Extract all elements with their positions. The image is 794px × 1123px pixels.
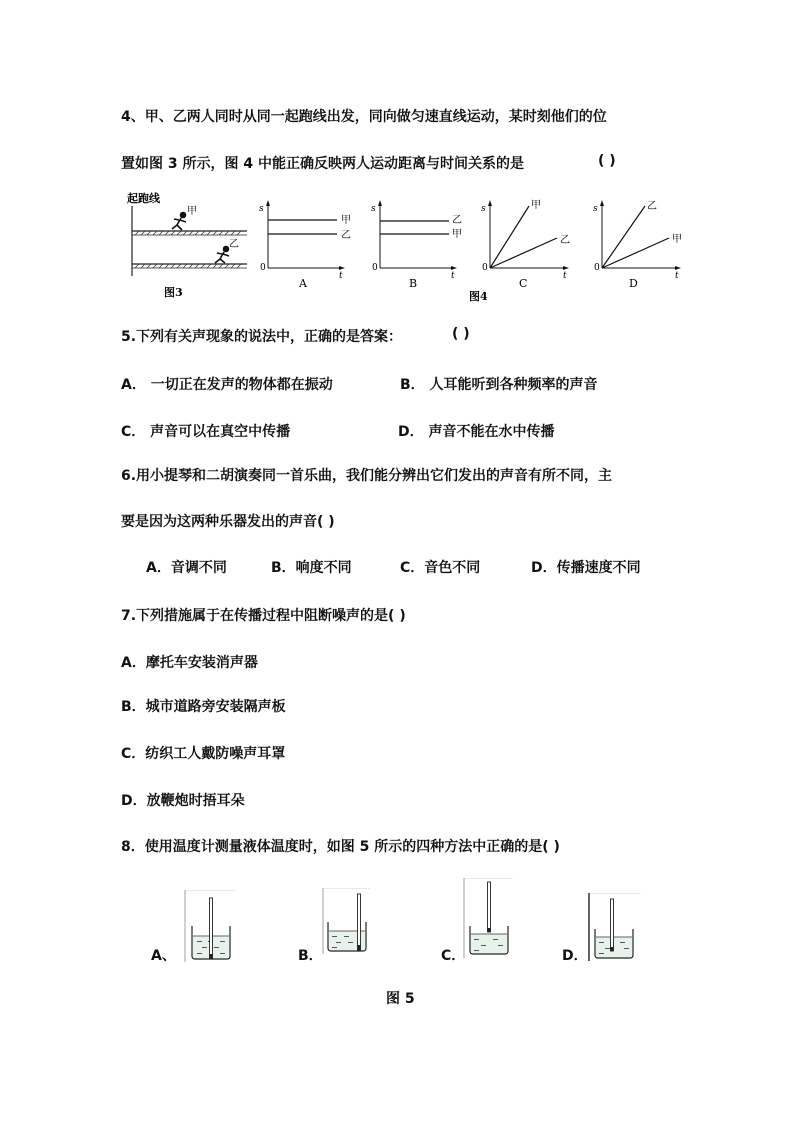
runner-jia-icon (172, 213, 186, 231)
graph-d (593, 200, 682, 290)
beaker-thermometer-d-icon (587, 893, 643, 961)
graph-a-upper-label: 甲 (341, 215, 351, 226)
q6-stem-line1: 6.用小提琴和二胡演奏同一首乐曲，我们能分辨出它们发出的声音有所不同，主 (121, 468, 613, 484)
graph-a-origin: 0 (260, 263, 266, 273)
start-line-label: 起跑线 (127, 192, 160, 205)
beaker-thermometer-c-icon (463, 878, 515, 958)
graph-b-letter: B (409, 277, 418, 290)
q6-stem-line2: 要是因为这两种乐器发出的声音( ) (121, 514, 335, 530)
q5-option-a: A． 一切正在发声的物体都在振动 (121, 377, 333, 393)
graph-b-upper-label: 乙 (452, 215, 462, 226)
graph-a-lower-label: 乙 (341, 230, 351, 241)
beaker-thermometer-a-icon (184, 890, 238, 962)
q4-stem-line1: 4、甲、乙两人同时从同一起跑线出发，同向做匀速直线运动，某时刻他们的位 (121, 109, 607, 125)
graph-a-letter: A (299, 277, 307, 290)
graph-b-axis-t: t (451, 271, 455, 281)
graph-c (481, 199, 570, 290)
figure-4-caption: 图4 (469, 290, 488, 303)
figure-3-4 (119, 186, 699, 304)
figure-5-caption: 图 5 (386, 991, 415, 1007)
graph-b-origin: 0 (372, 263, 378, 273)
q6-option-b: B．响度不同 (271, 560, 352, 576)
q5-option-d: D． 声音不能在水中传播 (398, 424, 555, 440)
figure-3-caption: 图3 (164, 286, 183, 299)
q6-option-a: A．音调不同 (146, 560, 227, 576)
runner-yi-icon (215, 247, 229, 264)
graph-d-lower-label: 甲 (672, 234, 682, 245)
runner-jia-label: 甲 (187, 206, 197, 217)
fig5-label-b: B． (298, 948, 323, 964)
q5-option-c: C． 声音可以在真空中传播 (121, 424, 291, 440)
graph-d-axis-s: s (593, 204, 598, 214)
q6-option-c: C．音色不同 (400, 560, 481, 576)
runner-yi-label: 乙 (229, 239, 239, 250)
q6-option-d: D．传播速度不同 (531, 560, 641, 576)
graph-d-upper-label: 乙 (647, 201, 657, 212)
graph-b (371, 200, 462, 290)
q5-answer-bracket: ( ) (452, 326, 470, 342)
graph-d-letter: D (629, 277, 638, 290)
fig5-label-c: C． (441, 948, 466, 964)
graph-a (259, 200, 351, 290)
graph-c-upper-label: 甲 (531, 200, 541, 211)
graph-d-axis-t: t (675, 271, 679, 281)
graph-c-axis-t: t (563, 271, 567, 281)
q5-option-b: B． 人耳能听到各种频率的声音 (400, 377, 598, 393)
q8-stem: 8．使用温度计测量液体温度时，如图 5 所示的四种方法中正确的是( ) (121, 839, 560, 855)
q4-stem-line2: 置如图 3 所示，图 4 中能正确反映两人运动距离与时间关系的是 (121, 156, 524, 172)
beaker-thermometer-b-icon (322, 888, 372, 954)
q7-option-c: C．纺织工人戴防噪声耳罩 (121, 746, 286, 762)
graph-a-axis-t: t (339, 271, 343, 281)
q4-answer-bracket: ( ) (598, 153, 616, 169)
fig5-label-d: D． (562, 948, 588, 964)
graph-b-lower-label: 甲 (452, 229, 462, 240)
graph-c-origin: 0 (482, 263, 488, 273)
graph-b-axis-s: s (371, 204, 376, 214)
fig5-label-a: A、 (151, 948, 176, 964)
figure-3 (127, 191, 247, 299)
graph-d-origin: 0 (594, 263, 600, 273)
graph-c-lower-label: 乙 (560, 235, 570, 246)
q5-stem: 5.下列有关声现象的说法中，正确的是答案： (121, 329, 403, 345)
q7-option-d: D．放鞭炮时捂耳朵 (121, 793, 245, 809)
q7-option-a: A．摩托车安装消声器 (121, 655, 258, 671)
q7-stem: 7.下列措施属于在传播过程中阻断噪声的是( ) (121, 608, 406, 624)
q7-option-b: B．城市道路旁安装隔声板 (121, 699, 286, 715)
graph-c-axis-s: s (481, 204, 486, 214)
graph-a-axis-s: s (259, 204, 264, 214)
graph-c-letter: C (519, 277, 528, 290)
